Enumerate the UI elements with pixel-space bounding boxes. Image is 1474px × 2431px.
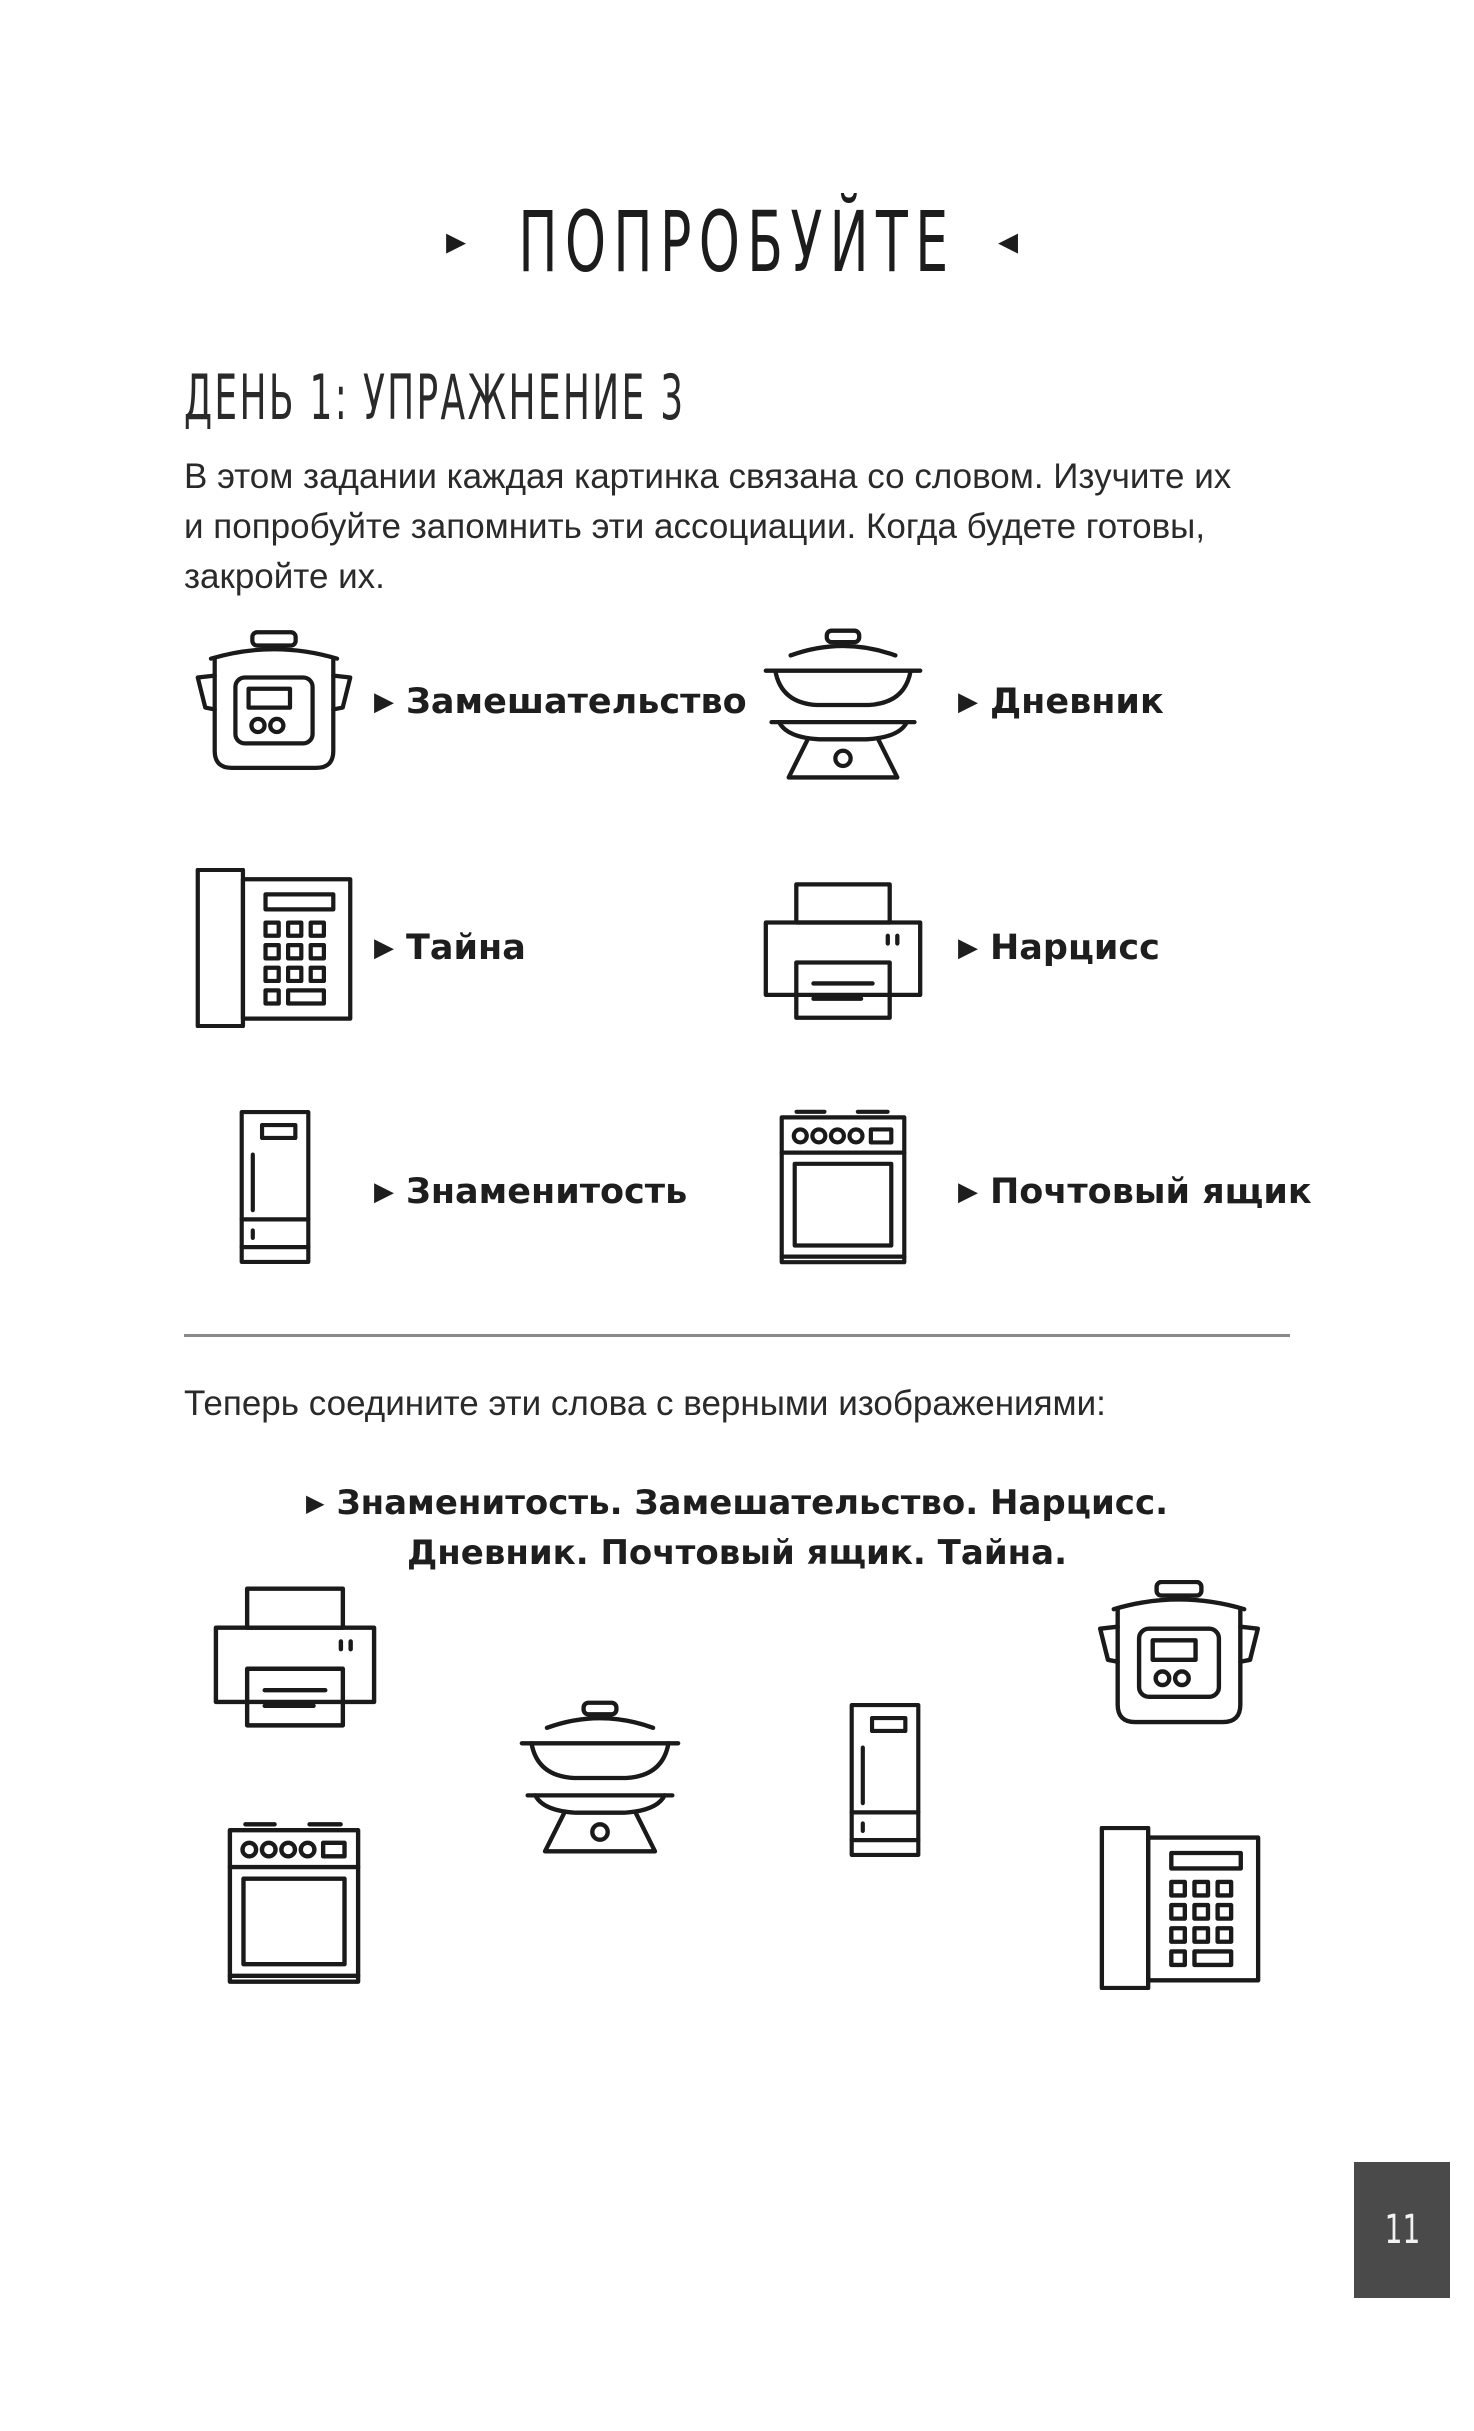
intro-paragraph — [184, 452, 1304, 602]
pair-label-5 — [374, 1172, 687, 1212]
stove-icon — [226, 1820, 362, 1986]
word-list-text: Дневник. Почтовый ящик. Тайна. — [406, 1533, 1067, 1573]
pair-label-2 — [958, 682, 1164, 722]
printer-icon — [762, 880, 924, 1024]
matching-instruction: Теперь соедините эти слова с верными изображениями: — [184, 1384, 1106, 1423]
pair-label-6 — [958, 1172, 1312, 1212]
refrigerator-icon — [238, 1108, 312, 1266]
heading-left-marker: ▸ — [446, 219, 467, 263]
telephone-icon — [194, 868, 354, 1028]
pair-word: Тайна — [406, 928, 526, 968]
intro-line: В этом задании каждая картинка связана со словом. Изучите их — [184, 457, 1232, 496]
word-list-text: Знаменитость. Замешательство. Нарцисс. — [336, 1483, 1169, 1523]
pair-word: Нарцисс — [990, 928, 1160, 968]
steamer-icon — [762, 628, 924, 782]
page-heading — [0, 192, 1474, 292]
pair-word: Дневник — [990, 682, 1164, 722]
pair-word: Знаменитость — [406, 1172, 688, 1212]
bullet-marker: ▶ — [374, 1177, 394, 1207]
steamer-icon — [518, 1700, 682, 1856]
pair-label-3 — [374, 928, 526, 968]
bullet-marker: ▶ — [374, 933, 394, 963]
stove-icon — [778, 1106, 908, 1268]
refrigerator-icon — [848, 1700, 922, 1860]
intro-line: закройте их. — [184, 557, 385, 596]
bullet-marker: ▶ — [374, 687, 394, 717]
multicooker-icon — [1096, 1580, 1262, 1726]
page-number — [1354, 2162, 1450, 2298]
intro-line: и попробуйте запомнить эти ассоциации. Когда будете готовы, — [184, 507, 1206, 546]
bullet-marker: ▶ — [305, 1489, 325, 1517]
printer-icon — [212, 1584, 378, 1732]
word-list-line-2 — [0, 1528, 1474, 1578]
bullet-marker: ▶ — [958, 687, 978, 717]
telephone-icon — [1098, 1826, 1262, 1990]
bullet-marker: ▶ — [958, 1177, 978, 1207]
exercise-subheading: ДЕНЬ 1: УПРАЖНЕНИЕ 3 — [184, 361, 686, 434]
heading-right-marker: ◂ — [998, 219, 1019, 263]
word-list-line-1 — [0, 1478, 1474, 1528]
pair-label-4 — [958, 928, 1160, 968]
pair-word: Замешательство — [406, 682, 747, 722]
page-number-text: 11 — [1384, 2207, 1420, 2253]
section-divider — [184, 1334, 1290, 1337]
multicooker-icon — [194, 630, 354, 772]
bullet-marker: ▶ — [958, 933, 978, 963]
pair-label-1 — [374, 682, 747, 722]
heading-title: ПОПРОБУЙТЕ — [518, 193, 956, 291]
pair-word: Почтовый ящик — [990, 1172, 1312, 1212]
